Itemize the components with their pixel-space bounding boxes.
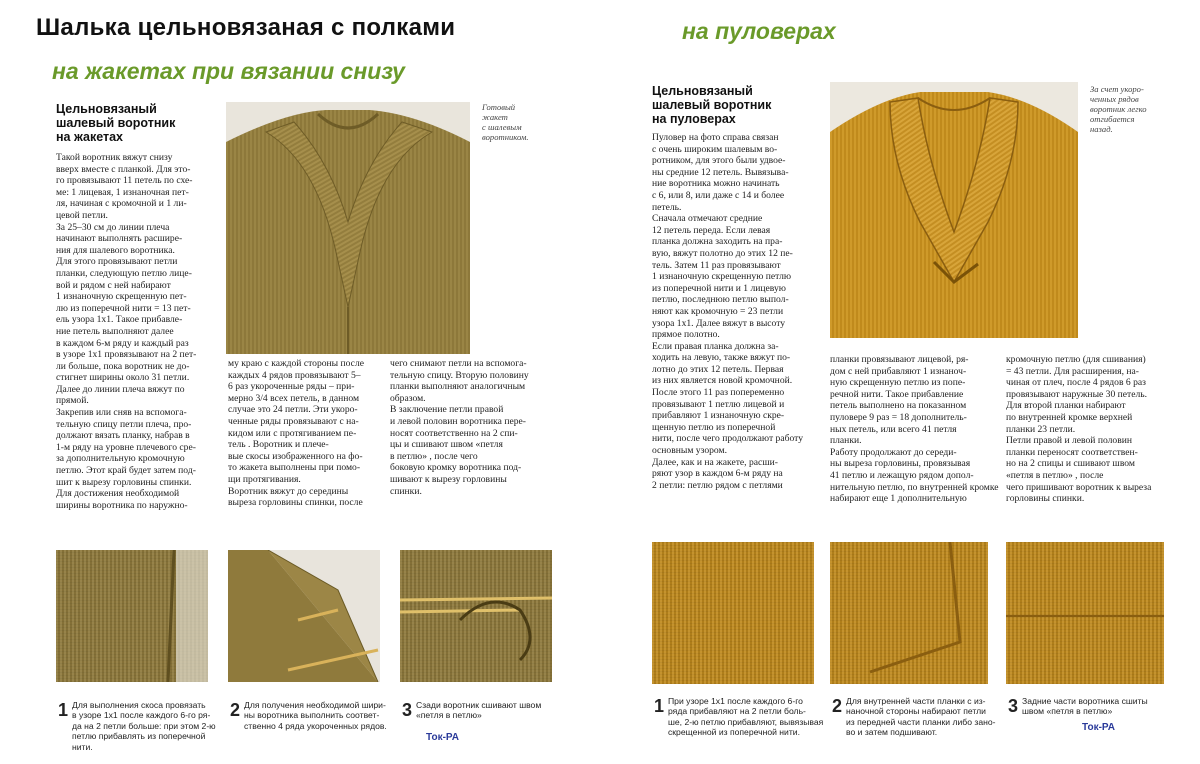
right-col2-text: планки провязывают лицевой, ря- дом с ней прибавляют 1 изнаноч- ную скрещенную петлю из попе- речной нити. Такое прибавление петель выполнено на показанном пуловере 9 раз = 18 дополнитель- ных петель, или всего 41 петля планки. Работу продолжают до середи- ны выреза горловины, провязывая 41 петлю и лежащую рядом допол- нительную петлю, по внутренней кромке набирают еще 1 дополнительную [830, 354, 999, 505]
subtitle-left: на жакетах при вязании снизу [52, 58, 405, 84]
jacket-photo [226, 102, 470, 354]
left-figure-2-number: 2 [230, 700, 241, 720]
right-figure-3-number: 3 [1008, 696, 1019, 716]
pullover-photo [830, 82, 1078, 338]
right-col1-text: Пуловер на фото справа связан с очень широким шалевым во- ротником, для этого были удвое- ны средние 12 петель. Вывязыва- ние воротника можно начинать с 6, или 8, или даже с 14 и более петель. Сначала отмечают средние 12 петель переда. Если левая планка должна заходить на пра- вую, вяжут полотно до этих 12 пе- тель. Затем 11 раз провязывают 1 изнаночную скрещенную петлю из поперечной нити и 1 лицевую петлю, последнюю петлю выпол- няют как кромочную = 23 петли узора 1х1. Далее вяжут в высоту прямое полотно. Если правая планка должна за- ходить на левую, также вяжут по- лотно до этих 12 петель. Первая из них является новой кромочной. После этого 11 раз попеременно провязывают 1 петлю лицевой и прибавляют 1 изнаночную скре- щенную петлю из поперечной нити, после чего продолжают работу основным узором. Далее, как и на жакете, расши- ряют узор в каждом 6-м ряду на 2 петли: петлю рядом с петлями [652, 132, 804, 491]
right-figure-2-photo [830, 542, 988, 684]
left-col2-text: му краю с каждой стороны после каждых 4 рядов провязывают 5– 6 раз укороченные ряды – при- мерно 3/4 всех петель, в данном случае это 24 петли. Эти укоро- ченные ряды провязывают с на- кидом или с протягиванием пе- тель . Воротник и плече- вые скосы изображенного на фо- то жакета выполнены при помо- щи протягивания. Воротник вяжут до середины выреза горловины спинки, после [228, 358, 364, 509]
right-figure-2-number: 2 [832, 696, 843, 716]
figure-2b-illustration [830, 542, 988, 684]
left-figure-2-caption: Для получения необходимой шири- ны воротника выполнить соответ- ственно 4 ряда укороченных рядов. [244, 700, 387, 731]
left-figure-1-number: 1 [58, 700, 69, 720]
jacket-illustration [226, 102, 470, 354]
left-figure-3-caption: Сзади воротник сшивают швом «петля в петлю» [416, 700, 542, 721]
page-title: Шалька цельновязаная с полками [36, 14, 456, 41]
left-figure-3-photo [400, 550, 552, 682]
right-photo-caption: За счет укоро- ченных рядов воротник легко отгибается назад. [1090, 84, 1147, 134]
pullover-illustration [830, 82, 1078, 338]
right-figure-1-photo [652, 542, 814, 684]
right-figure-1-caption: При узоре 1х1 после каждого 6-го ряда прибавляют на 2 петли боль- ше, 2-ю петлю прибавляют, вывязывая скрещенной из поперечной нити. [668, 696, 824, 738]
right-figure-3-photo [1006, 542, 1164, 684]
left-figure-1-caption: Для выполнения скоса провязать в узоре 1х1 после каждого 6-го ря- да на 2 петли больше: при этом 2-ю петлю прибавлять из поперечной нити. [72, 700, 216, 752]
right-figure-3-caption: Задние части воротника сшиты швом «петля в петлю» [1022, 696, 1148, 717]
right-figure-2-caption: Для внутренней части планки с из- наночной стороны набирают петли из передней части планки либо зано- во и затем подшивают. [846, 696, 996, 738]
left-section-title: Цельновязаный шалевый воротник на жакетах [56, 102, 176, 144]
figure-1-illustration [56, 550, 208, 682]
figure-3-illustration [400, 550, 552, 682]
right-section-title: Цельновязаный шалевый воротник на пуловерах [652, 84, 772, 126]
figure-3b-illustration [1006, 542, 1164, 684]
left-credit: Ток-РА [426, 732, 459, 743]
left-figure-3-number: 3 [402, 700, 413, 720]
left-photo-caption: Готовый жакет с шалевым воротником. [482, 102, 529, 142]
left-figure-2-photo [228, 550, 380, 682]
subtitle-right: на пуловерах [682, 18, 836, 44]
right-figure-1-number: 1 [654, 696, 665, 716]
left-figure-1-photo [56, 550, 208, 682]
left-col1-text: Такой воротник вяжут снизу вверх вместе с планкой. Для это- го провязывают 11 петель по схе- ме: 1 лицевая, 1 изнаночная пет- ля, начиная с кромочной и 1 ли- цевой петли. За 25–30 см до линии плеча начинают выполнять расшире- ния для шалевого воротника. Для этого провязывают петли планки, следующую петлю лице- вой и рядом с ней набирают 1 изнаночную скрещенную пет- лю из поперечной нити = 13 пет- ель узора 1х1. Такое прибавле- ние петель выполняют далее в каждом 6-м ряду и каждый раз в узоре 1х1 провязывают на 2 пет- ли больше, пока воротник не до- стигнет ширины около 31 петли. Далее до линии плеча вяжут по прямой. Закрепив или сняв на вспомога- тельную спицу петли плеча, про- должают вязать планку, набрав в 1-м ряду на уровне плечевого сре- за дополнительную кромочную петлю. Этот край будет затем под- шит к вырезу горловины спинки. Для достижения необходимой ширины воротника по наружно- [56, 152, 197, 511]
right-credit: Ток-РА [1082, 722, 1115, 733]
right-col3-text: кромочную петлю (для сшивания) = 43 петли. Для расширения, на- чиная от плеч, после 4 рядов 6 раз провязывают наружные 30 петель. Для второй планки набирают по внутренней кромке верхней планки 23 петли. Петли правой и левой половин планки переносят соответствен- но на 2 спицы и сшивают швом «петля в петлю» , после чего пришивают воротник к выреза горловины спинки. [1006, 354, 1152, 505]
figure-2-illustration [228, 550, 380, 682]
left-col3-text: чего снимают петли на вспомога- тельную спицу. Вторую половину планки выполняют аналогичным образом. В заключение петли правой и левой половин воротника пере- носят соответственно на 2 спи- цы и сшивают швом «петля в петлю» , после чего боковую кромку воротника под- шивают к вырезу горловины спинки. [390, 358, 529, 497]
